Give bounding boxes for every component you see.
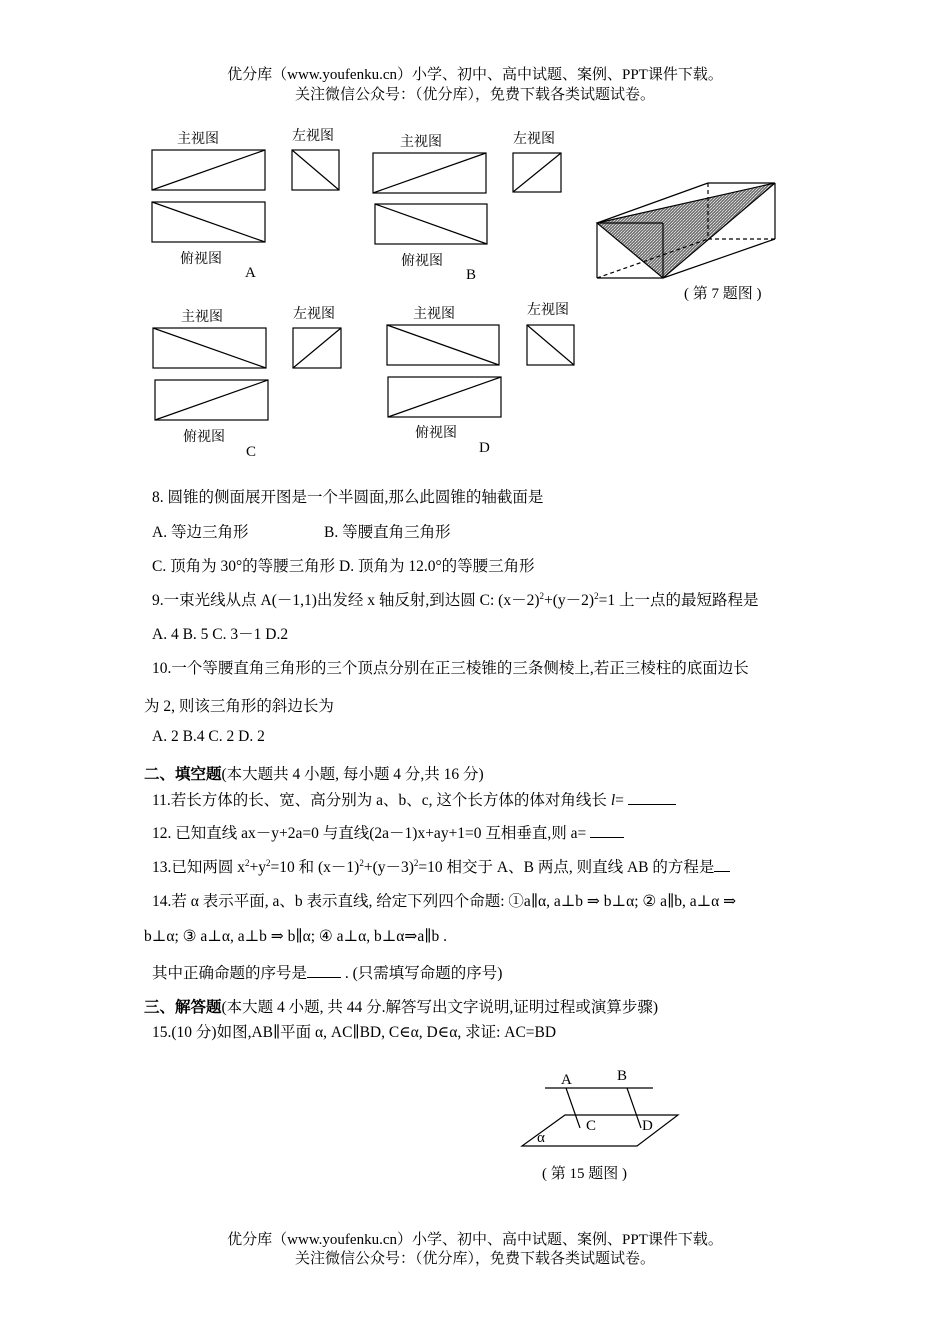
- fig15-diagram: [522, 1088, 678, 1146]
- q8-option-a: A. 等边三角形: [152, 524, 249, 541]
- footer-line-2: 关注微信公众号：（优分库），免费下载各类试题试卷。: [294, 1251, 655, 1267]
- q12: 12. 已知直线 ax－y+2a=0 与直线(2a－1)x+ay+1=0 互相垂直,则 a=: [152, 821, 624, 843]
- fig15-label-a: A: [561, 1072, 572, 1088]
- q13: 13.已知两圆 $x^2+y^2=10$ 和 $(x-1)^2+(y-3)^2=10$ 相交于 A、B 两点, 则直线 AB 的方程是: [152, 855, 730, 877]
- fig15-label-b: B: [617, 1068, 628, 1084]
- q8-stem: 8. 圆锥的侧面展开图是一个半圆面,那么此圆锥的轴截面是: [152, 489, 544, 506]
- q9-stem: 9.一束光线从点 A(－1,1)出发经 x 轴反射,到达圆 C: $(x-2)^2+(y-2)^2=1$ 上一点的最短路程是: [152, 590, 759, 609]
- q8-option-b: B. 等腰直角三角形: [324, 524, 451, 541]
- q14-line-1: 14.若 α 表示平面, a、b 表示直线, 给定下列四个命题: ①a∥α, a⊥b ⇒ b⊥α; ② a∥b, a⊥α ⇒: [152, 893, 737, 910]
- fig15-label-c: C: [586, 1118, 597, 1134]
- section-2-heading: 二、填空题(本大题共 4 小题, 每小题 4 分,共 16 分): [144, 766, 484, 783]
- view-a-side-label: 左视图: [292, 129, 334, 144]
- q14-line-2: b⊥α; ③ a⊥α, a⊥b ⇒ b∥α; ④ a⊥α, b⊥α⇒a∥b .: [144, 928, 447, 945]
- view-b-top-label: 俯视图: [401, 254, 443, 269]
- view-d-top-label: 俯视图: [415, 426, 457, 441]
- fig15-caption: ( 第 15 题图 ): [542, 1166, 627, 1182]
- q10-line-1: 10.一个等腰直角三角形的三个顶点分别在正三棱锥的三条侧棱上,若正三棱柱的底面边长: [152, 660, 749, 677]
- q14-line-3: 其中正确命题的序号是 . (只需填写命题的序号): [152, 965, 503, 982]
- q9-options: A. 4 B. 5 C. 3－1 D.2: [152, 626, 289, 643]
- option-d-label: D: [479, 440, 490, 456]
- footer-line-1: 优分库（www.youfenku.cn）小学、初中、高中试题、案例、PPT课件下载。: [227, 1232, 723, 1248]
- option-a-label: A: [245, 265, 256, 281]
- view-d-front-label: 主视图: [413, 307, 455, 322]
- q11: 11.若长方体的长、宽、高分别为 a、b、c, 这个长方体的体对角线长 l=: [152, 788, 676, 810]
- fig15-label-alpha: α: [537, 1130, 545, 1146]
- q13-answer-blank: [714, 857, 730, 872]
- q11-answer-blank: [628, 790, 676, 805]
- view-b-front-label: 主视图: [400, 135, 442, 150]
- q14-answer-blank: [307, 963, 341, 978]
- view-c-top-label: 俯视图: [183, 430, 225, 445]
- view-c-front-label: 主视图: [181, 310, 223, 325]
- section-3-heading: 三、解答题(本大题 4 小题, 共 44 分.解答写出文字说明,证明过程或演算步骤): [144, 999, 659, 1016]
- view-a-front-label: 主视图: [177, 132, 219, 147]
- q8-options-cd: C. 顶角为 30°的等腰三角形 D. 顶角为 12.0°的等腰三角形: [152, 558, 535, 575]
- view-d-side-label: 左视图: [527, 303, 569, 318]
- q12-answer-blank: [590, 823, 624, 838]
- view-a-top-label: 俯视图: [180, 252, 222, 267]
- fig7-shaded-triangle: [597, 183, 775, 278]
- q15-stem: 15.(10 分)如图,AB∥平面 α, AC∥BD, C∈α, D∈α, 求证: AC=BD: [152, 1024, 557, 1041]
- option-b-label: B: [466, 267, 477, 283]
- option-c-label: C: [246, 444, 257, 460]
- view-c-side-label: 左视图: [293, 307, 335, 322]
- q10-line-2: 为 2, 则该三角形的斜边长为: [144, 698, 334, 715]
- header-line-2: 关注微信公众号：（优分库），免费下载各类试题试卷。: [294, 87, 655, 103]
- view-b-side-label: 左视图: [513, 132, 555, 147]
- fig7-caption: ( 第 7 题图 ): [684, 286, 762, 302]
- fig15-label-d: D: [642, 1118, 653, 1134]
- q10-options: A. 2 B.4 C. 2 D. 2: [152, 728, 265, 745]
- fig7-prism: [597, 183, 775, 278]
- header-line-1: 优分库（www.youfenku.cn）小学、初中、高中试题、案例、PPT课件下载。: [227, 67, 723, 83]
